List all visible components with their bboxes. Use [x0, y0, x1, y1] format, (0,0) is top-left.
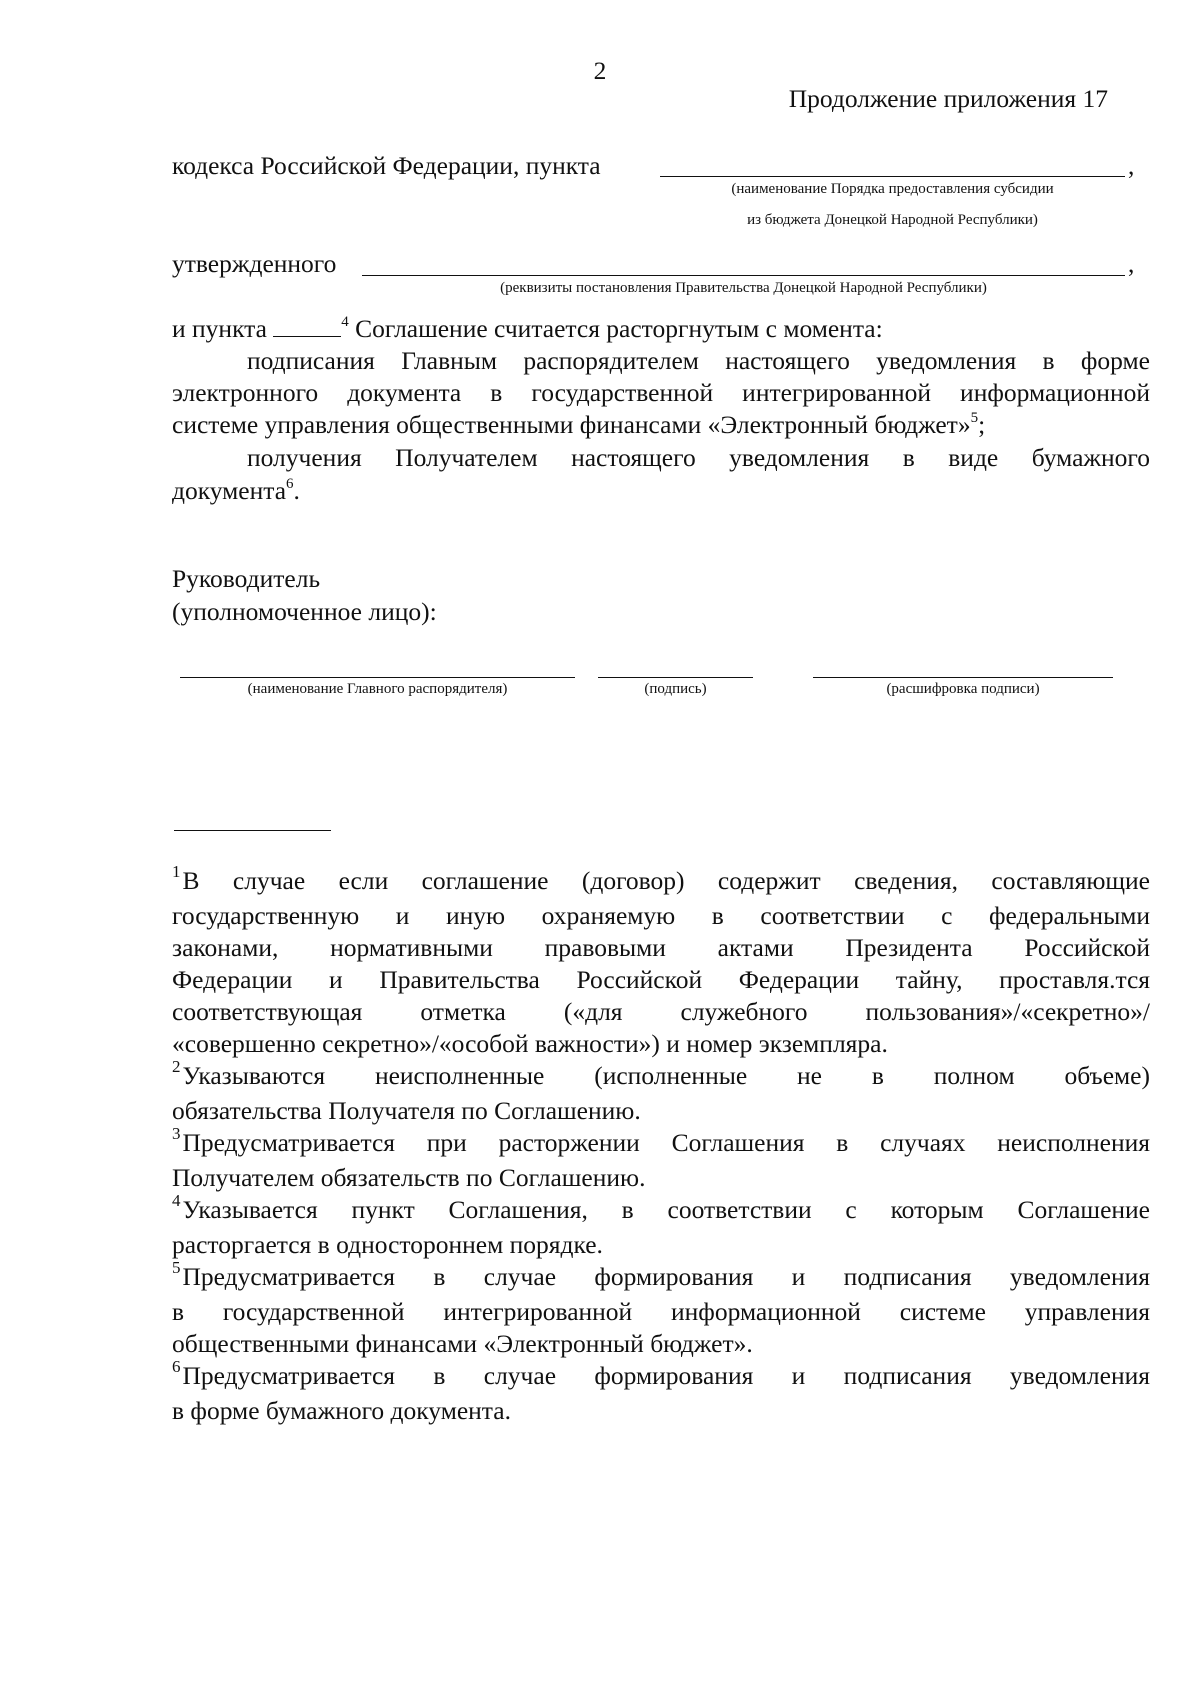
footnote-number: 3	[172, 1124, 181, 1143]
footnote-text: общественными финансами «Электронный бюджет».	[172, 1329, 753, 1358]
footnotes	[172, 862, 1150, 1427]
footnote-text: В случае если соглашение (договор) содержит сведения, составляющие	[182, 866, 1150, 895]
signatory-title: Руководитель	[172, 564, 321, 593]
footnote-3-line	[172, 1162, 1150, 1194]
footnote-1-line	[172, 862, 1150, 900]
footnote-3	[172, 1124, 1150, 1194]
line-approved-comma: ,	[1128, 249, 1135, 278]
footnote-5-line	[172, 1296, 1150, 1328]
footnote-6-line	[172, 1395, 1150, 1427]
footnote-ref-4: 4	[341, 314, 349, 330]
footnote-text: расторгается в одностороннем порядке.	[172, 1230, 603, 1259]
para1-line3	[172, 409, 985, 445]
sign-line-name	[180, 677, 575, 678]
fill-line-clause	[273, 336, 341, 337]
footnote-6	[172, 1357, 1150, 1427]
footnote-1-line	[172, 964, 1150, 996]
line-approved-text: утвержденного	[172, 249, 337, 278]
footnote-text: Указываются неисполненные (исполненные не в полном объеме)	[182, 1061, 1150, 1090]
footnote-text: Предусматривается в случае формирования и подписания уведомления	[182, 1262, 1150, 1291]
para2-end: .	[293, 476, 300, 505]
footnote-number: 2	[172, 1057, 181, 1076]
footnote-number: 5	[172, 1258, 181, 1277]
footnote-1-line	[172, 932, 1150, 964]
footnote-text: «совершенно секретно»/«особой важности») и номер экземпляра.	[172, 1029, 888, 1058]
continuation-label: Продолжение приложения 17	[788, 84, 1108, 113]
footnote-4-line	[172, 1191, 1150, 1229]
para1-line2: электронного документа в государственной интегрированной информационной	[172, 378, 1150, 407]
caption-distributor-name: (наименование Главного распорядителя)	[247, 681, 508, 697]
fill-line-decree	[362, 275, 1125, 276]
para1-line3-text: системе управления общественными финансами «Электронный бюджет»	[172, 410, 971, 439]
footnote-5	[172, 1258, 1150, 1360]
footnote-2-line	[172, 1057, 1150, 1095]
footnote-number: 4	[172, 1191, 181, 1210]
para2-line1: получения Получателем настоящего уведомления в виде бумажного	[247, 443, 1150, 472]
footnote-text: Предусматривается в случае формирования и подписания уведомления	[182, 1361, 1150, 1390]
page-number: 2	[593, 56, 607, 85]
footnote-number: 1	[172, 862, 181, 881]
para1-line1: подписания Главным распорядителем настоящего уведомления в форме	[247, 346, 1150, 375]
footnote-ref-6: 6	[286, 476, 294, 492]
footnote-4-line	[172, 1229, 1150, 1261]
signatory-subtitle: (уполномоченное лицо):	[172, 597, 437, 626]
footnote-text: государственную и иную охраняемую в соответствии с федеральными	[172, 901, 1150, 930]
line-clause-text: и пункта	[172, 314, 267, 343]
line-clause	[172, 313, 883, 349]
para1-end: ;	[978, 410, 986, 439]
footnote-text: обязательства Получателя по Соглашению.	[172, 1096, 641, 1125]
footnote-1-line	[172, 900, 1150, 932]
caption-procedure-budget: из бюджета Донецкой Народной Республики)	[747, 212, 1038, 228]
caption-decree: (реквизиты постановления Правительства Донецкой Народной Республики)	[500, 280, 987, 296]
line-approved	[172, 248, 336, 280]
footnote-1-line	[172, 1028, 1150, 1060]
fill-line-procedure	[660, 176, 1125, 177]
footnote-text: Федерации и Правительства Российской Федерации тайну, проставля.тся	[172, 965, 1150, 994]
line-codex	[172, 150, 601, 182]
sign-line-signature	[598, 677, 753, 678]
footnote-text: в государственной интегрированной информационной системе управления	[172, 1297, 1150, 1326]
line-clause-continuation: Соглашение считается расторгнутым с момента:	[355, 314, 883, 343]
footnote-4	[172, 1191, 1150, 1261]
caption-signature: (подпись)	[644, 681, 707, 697]
footnote-2-line	[172, 1095, 1150, 1127]
footnote-text: соответствующая отметка («для служебного пользования»/«секретно»/	[172, 997, 1150, 1026]
line-codex-text: кодекса Российской Федерации, пункта	[172, 151, 601, 180]
para2-line2	[172, 475, 300, 511]
footnote-1-line	[172, 996, 1150, 1028]
footnote-number: 6	[172, 1357, 181, 1376]
footnote-5-line	[172, 1328, 1150, 1360]
footnote-separator	[174, 830, 331, 831]
sign-line-decode	[813, 677, 1113, 678]
footnote-text: Получателем обязательств по Соглашению.	[172, 1163, 646, 1192]
footnote-text: Указывается пункт Соглашения, в соответствии с которым Соглашение	[182, 1195, 1150, 1224]
footnote-1	[172, 862, 1150, 1060]
footnote-3-line	[172, 1124, 1150, 1162]
footnote-6-line	[172, 1357, 1150, 1395]
line-codex-comma: ,	[1128, 151, 1135, 180]
footnote-text: Предусматривается при расторжении Соглашения в случаях неисполнения	[182, 1128, 1150, 1157]
caption-procedure-name: (наименование Порядка предоставления субсидии	[731, 181, 1054, 197]
footnote-2	[172, 1057, 1150, 1127]
para2-line2-text: документа	[172, 476, 287, 505]
footnote-text: в форме бумажного документа.	[172, 1396, 511, 1425]
caption-signature-decode: (расшифровка подписи)	[886, 681, 1040, 697]
footnote-5-line	[172, 1258, 1150, 1296]
footnote-text: законами, нормативными правовыми актами Президента Российской	[172, 933, 1150, 962]
footnote-ref-5: 5	[970, 410, 979, 426]
